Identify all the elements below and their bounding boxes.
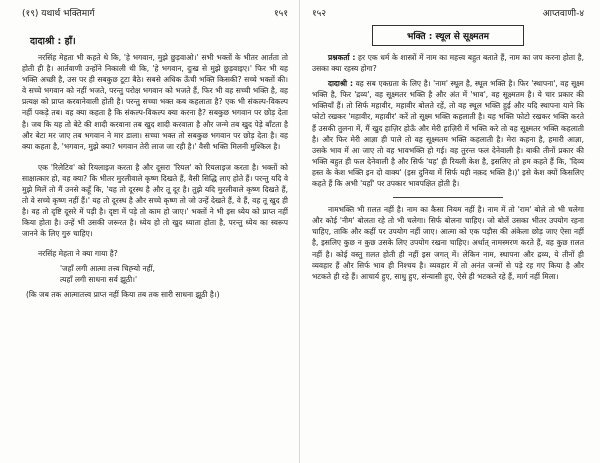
- translation-note: (कि जब तक आत्मातत्त्व प्राप्त नहीं किया तब तक सारी साधना झूठी है।): [26, 289, 220, 299]
- section-title: भक्ति : स्थूल से सूक्ष्मतम: [372, 25, 524, 46]
- question-paragraph: [312, 52, 584, 74]
- paragraph: एक 'रिलेटिव' को रियलाइज करता है और दूसरा 'रियल' को रियलाइज करता है। भक्तों को साक्षात्कार हो, वह क्या? कि भीतर मुरलीवाले कृष्ण दिखते हैं, वैसी सिद्धि लाए होते हैं। परन्तु यदि वे मुझे मिलें तो मैं उनसे कहूँ कि, 'यह तो दूरस्थ है और तू दूर है। तुझे यदि मुरलीवाले कृष्ण दिखते हैं, तो वे सच्चे कृष्ण नहीं हैं।' यह तो दूरस्थ है और सच्चे कृष्ण तो जो उन्हें देखते हैं, वे हैं, वह तू खुद ही है। वह तो दृष्टि दूसरे में पड़ी है। दृष्टा में पड़े तो काम हो जाए।' भक्तों ने भी इस ध्येय को प्राप्त नहीं किया होता है। उन्हें भी उसकी जरूरत है। ध्येय हो तो खुद ध्याता होता है, परन्तु ध्येय का स्वरूप जानने के लिए गुरु चाहिए।: [22, 162, 288, 239]
- dada-reply-heading: दादाश्री : हाँ।: [30, 36, 76, 47]
- section-divider: [393, 197, 503, 198]
- right-page-number: १५२: [312, 9, 327, 19]
- right-page: [300, 0, 600, 463]
- left-running-head: (१९) यथार्थ भक्तिमार्ग: [22, 9, 95, 19]
- right-running-head: आप्तवाणी-४: [542, 9, 584, 19]
- question-text: हर एक धर्म के शास्त्रों में नाम का महत्त्व बहुत बताते हैं, नाम का जप करना होता है, उसका क्या रहस्य होगा?: [312, 53, 584, 74]
- left-page-number: १५१: [273, 9, 288, 19]
- answer-paragraph: [312, 78, 584, 189]
- question-line: नरसिंह मेहता ने क्या गाया है?: [38, 248, 118, 258]
- poem-line: 'जहाँ लगी आत्मा तत्त्व चिह्न्यो नहीं,: [60, 263, 155, 273]
- paragraph: नामभक्ति भी ग़लत नहीं है। नाम का कैसा नियम नहीं है। नाम में तो 'राम' बोले तो भी चलेगा और कोई 'नीम' बोलता रहे तो भी चलेगा। सिर्फ बोलना चाहिए। जो बोलें उसका भीतर उपयोग रहना चाहिए, ताकि और कहीं पर उपयोग नहीं जाए। आत्मा को एक पड़ौस की अंकेला छोड़ जाए ऐसा नहीं है, इसलिए कुछ न कुछ उसके लिए उपयोग रखना चाहिए। अर्थात् नामस्मरण करते हैं, वह कुछ ग़लत नहीं है। कोई वस्तु ग़लत होती ही नहीं इस जगत् में। लेकिन नाम, स्थापना और द्रव्य, ये तीनों ही व्यवहार हैं और सिर्फ भाव ही निश्चय है। व्यवहार में तो अनंत जन्मों से पड़े रह गए किया है और भटकते ही रहे हैं। आचार्य हुए, साधु हुए, संन्यासी हुए, ऐसे ही भटकते रहे हैं, मार्ग नहीं मिला।: [312, 205, 584, 281]
- left-page-header: [22, 8, 288, 22]
- dada-label: दादाश्री :: [328, 79, 353, 89]
- poem-line: त्यहाँ लगी साधना सर्व झूठी।': [60, 274, 138, 284]
- paragraph: नरसिंह मेहता भी कहते थे कि, 'हे भगवान, मुझे छुड़वाओ।' सभी भक्तों के भीतर आर्तता तो होती ही है। आर्तवाणी उन्होंने निकाली थी कि, 'हे भगवान, दुःख से मुझे छुड़वाइए।' फिर भी यह भक्ति अच्छी है, उस पर ही सबकुछ टूटा बैठे। सबसे अधिक ऊँची भक्ति किसकी? सच्चे भक्तों की। वे सच्चे भगवान को नहीं भजते, परन्तु परोक्ष भगवान को भजते हैं, फिर भी वह सच्ची भक्ति है, वह प्रत्यक्ष को प्राप्त करवानेवाली होती है। परन्तु सच्चा भक्त कब कहलाता है? एक भी संकल्प-विकल्प नहीं पकड़े तब। वह क्या कहता है कि संकल्प-विकल्प क्या करना है? सबकुछ भगवान पर छोड़ देता है। जब कि यह तो बेटे की शादी करवाना तब खुद शादी करवाता है और जन्मे तब खुद पेड़े बाँटता है और बेटा मर जाए तब भगवान ने मार डाला। सच्चा भक्त तो सबकुछ भगवान पर छोड़ देता है। वह क्या कहता है, 'भगवान, मुझे क्या? भगवान तेरी लाज जा रही है।' वैसी भक्ति मिलनी मुश्किल है।: [22, 53, 288, 151]
- poem-quote: [60, 263, 288, 285]
- right-page-header: [312, 8, 584, 22]
- answer-text: वह सब एकग्रता के लिए है। 'नाम' स्थूल है, स्थूल भक्ति है। फिर 'स्थापना', वह सूक्ष्म भक्ति है, फिर 'द्रव्य', वह सूक्ष्मतर भक्ति है और अंत में 'भाव', वह सूक्ष्मतम है। ये चार प्रकार की भक्तियाँ हैं। तो सिर्फ महावीर, महावीर बोलते रहें, तो वह स्थूल भक्ति हुई और यदि स्थापना याने कि फोटो रखकर 'महावीर, महावीर' करें तो सूक्ष्म भक्ति कहलाती है। यह भक्ति फोटो रखकर भक्ति करते हैं उसकी तुलना में, मैं खुद हाज़िर होऊँ और मेरी हाज़िरी में भक्ति करे तो वह सूक्ष्मतर भक्ति कहलाती है। और फिर मेरी आज्ञा ही पाले तो वह सूक्ष्मतम भक्ति कहलाती है। मेरा कहना है, हमारी आज्ञा, उसके भाव में आ जाए तो वह भावभक्ति हो गई। वह तुरन्त फल देनेवाली है। बाकी तीनों प्रकार की भक्ति बहुत ही फल देनेवाली है और सिर्फ 'यह' ही रियली केश है, इसलिए तो हम कहते हैं कि, 'दिव्य हस्त के केश भक्ति इन दो वाक्य' (इस दुनिया में सिर्फ यही नक़द भक्ति है।)' इसे केश क्यों किसलिए कहते हैं कि अभी 'यहाँ' पर उपकार भावपक्षित होती है।: [312, 79, 584, 189]
- questioner-label: प्रश्नकर्ता :: [328, 53, 356, 62]
